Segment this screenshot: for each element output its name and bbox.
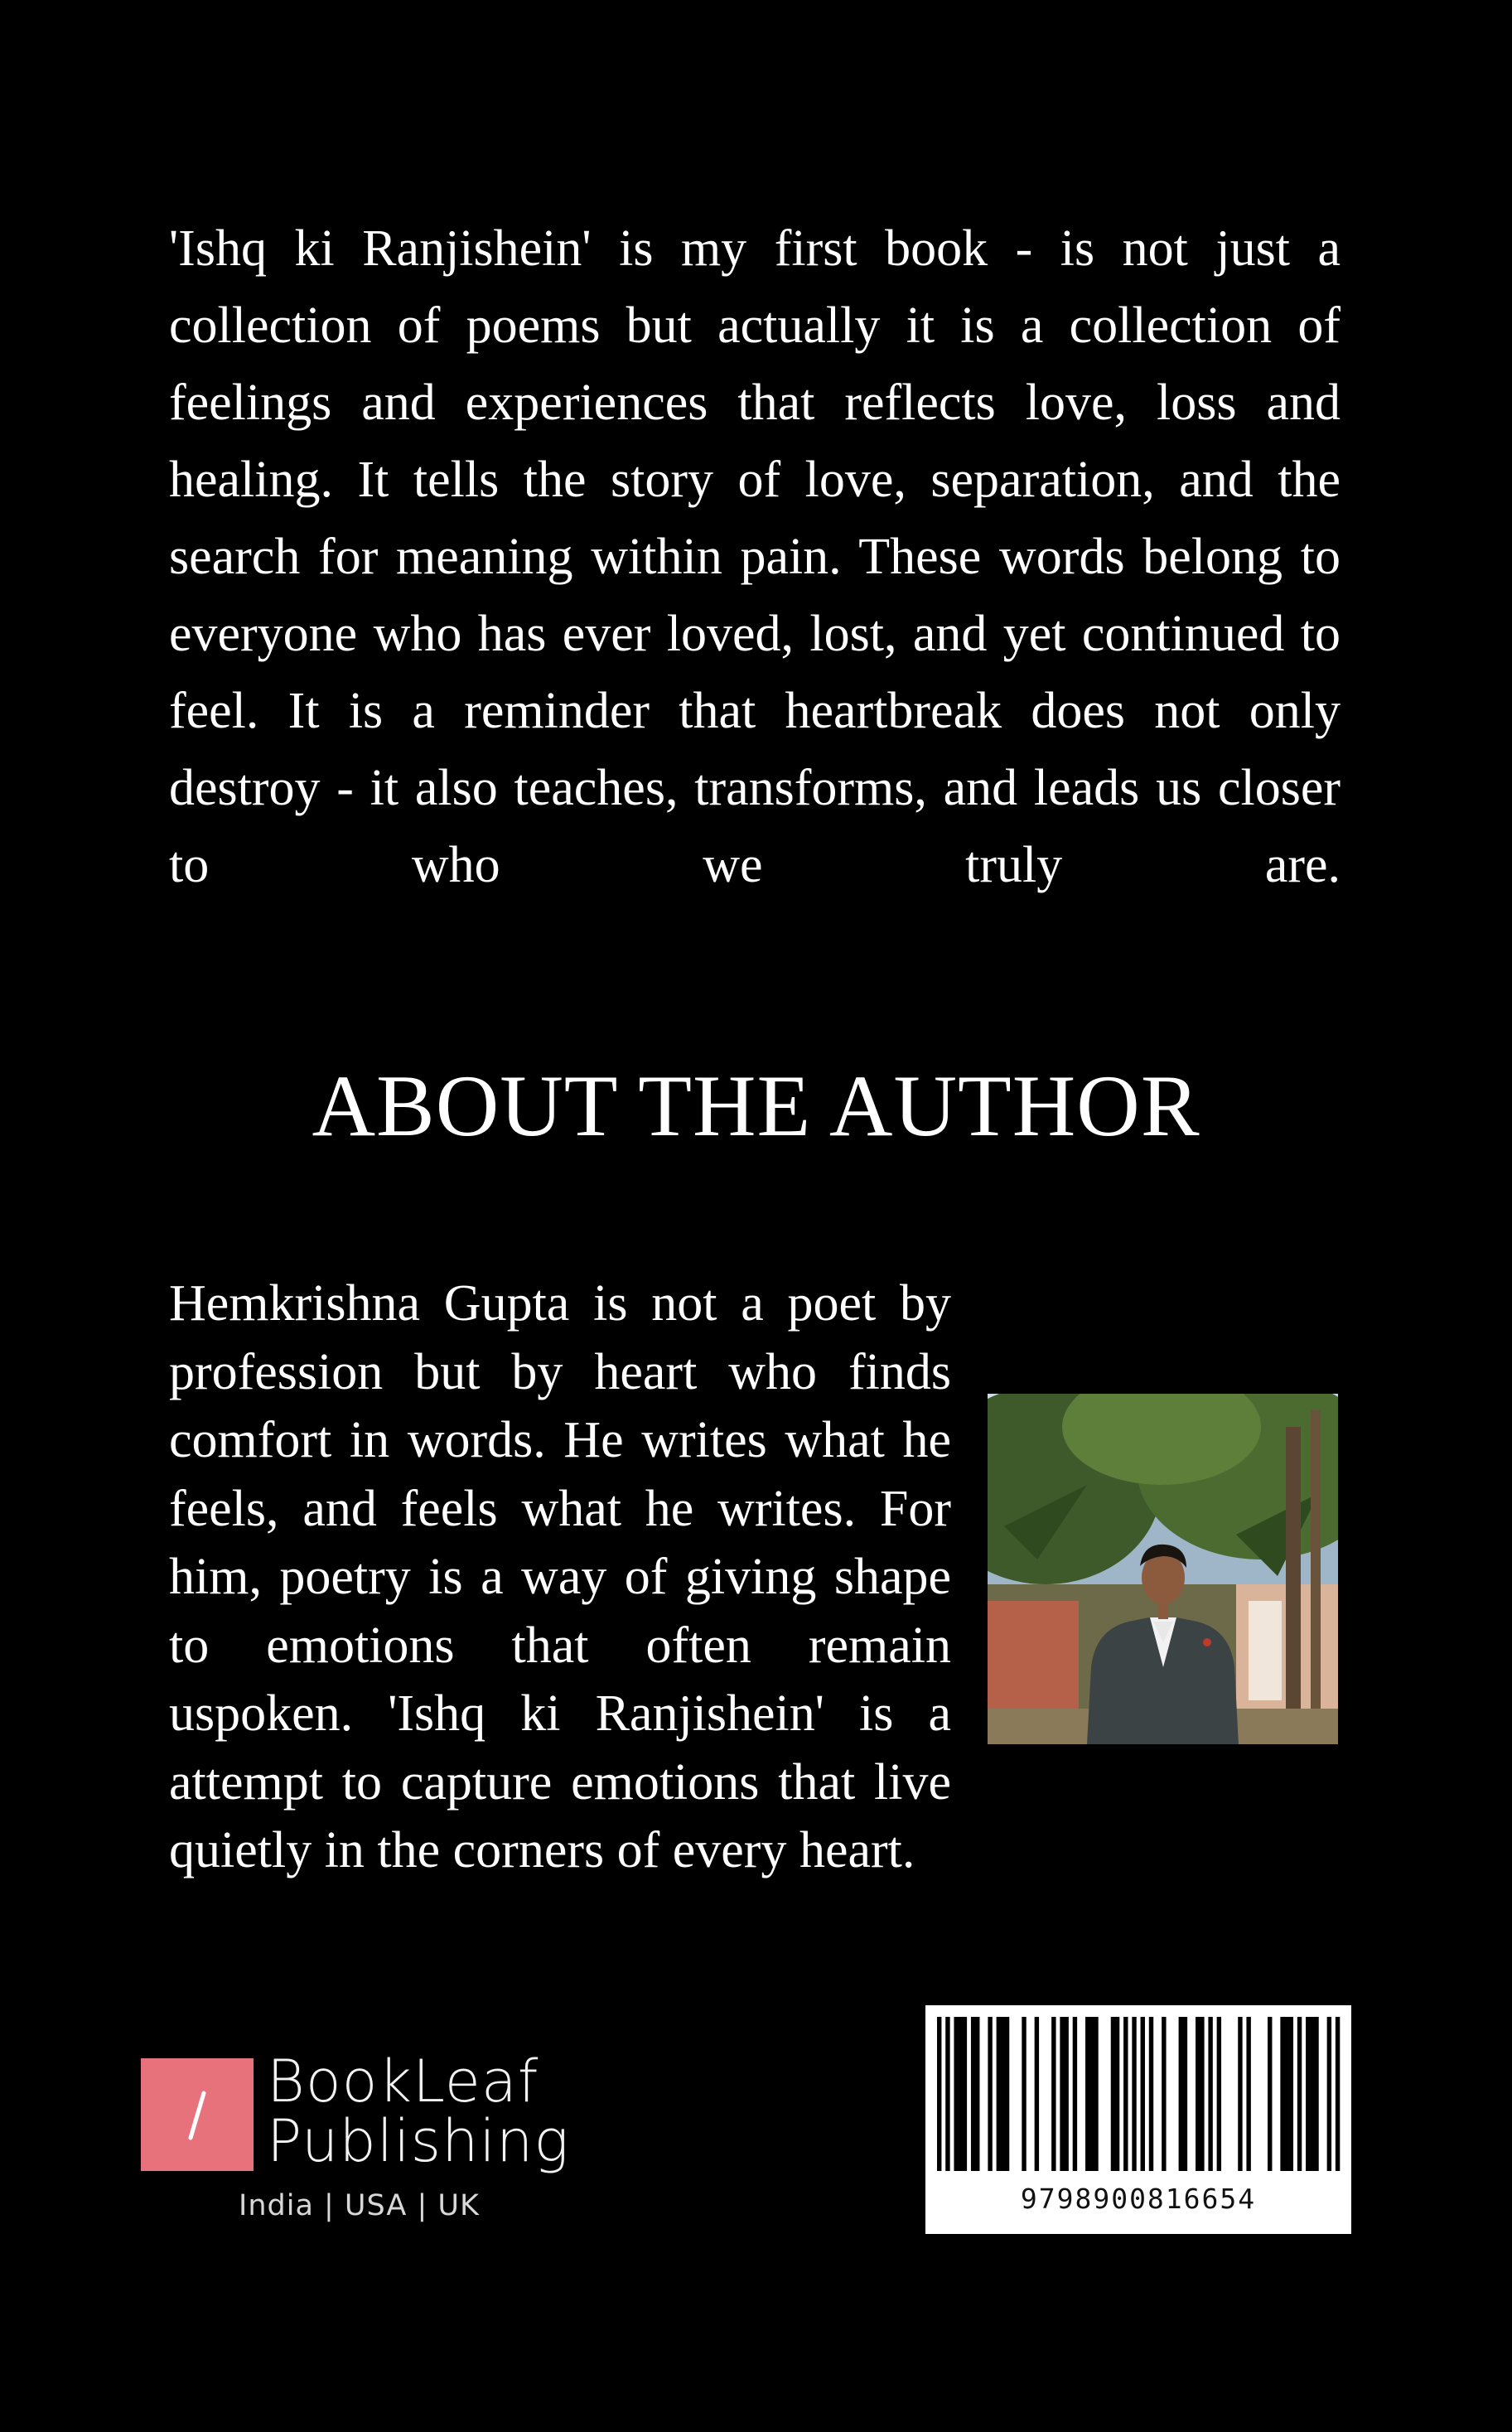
barcode-bar (1035, 2017, 1039, 2171)
barcode-bar (1060, 2017, 1064, 2171)
barcode-bar (1289, 2017, 1293, 2171)
barcode-bar (937, 2017, 941, 2171)
barcode-bar (1268, 2017, 1272, 2171)
barcode-bar (1306, 2017, 1310, 2171)
barcode-bar (1073, 2017, 1077, 2171)
barcode-bar (1051, 2017, 1056, 2171)
barcode-bar (975, 2017, 979, 2171)
barcode-bar (971, 2017, 975, 2171)
barcode-bar (1022, 2017, 1026, 2171)
barcode-bar (1162, 2017, 1166, 2171)
barcode-bar (997, 2017, 1001, 2171)
barcode-bar (1280, 2017, 1284, 2171)
barcode-bar (1094, 2017, 1098, 2171)
barcode-bar (1246, 2017, 1250, 2171)
back-cover-blurb: 'Ishq ki Ranjishein' is my first book - is not just a collection of poems but actually it is a collection of feelings and experiences that reflects love, loss and healing. It tells the story of love, separation, and the search for meaning within pain. These words belong to everyone who has ever loved, lost, and yet continued to feel. It is a reminder that heartbreak does not only destroy - it also teaches, transforms, and leads us closer to who we truly are. (169, 220, 1341, 893)
barcode-bar (1196, 2017, 1200, 2171)
barcode-bar (1284, 2017, 1288, 2171)
barcode-bar (1115, 2017, 1119, 2171)
publisher-name (267, 2048, 570, 2175)
barcode-bar (1200, 2017, 1204, 2171)
barcode-bar (1310, 2017, 1314, 2171)
slash-icon (141, 2058, 254, 2171)
author-photo (988, 1394, 1338, 1744)
barcode-bar (1132, 2017, 1136, 2171)
barcode-bar (1208, 2017, 1212, 2171)
barcode-bar (1141, 2017, 1145, 2171)
barcode-bar (1314, 2017, 1318, 2171)
barcode-number: 9798900816654 (1020, 2183, 1257, 2215)
barcode-bar (1111, 2017, 1115, 2171)
barcode-bar (954, 2017, 958, 2171)
barcode-bar (963, 2017, 967, 2171)
barcode-bar (1183, 2017, 1187, 2171)
barcode-bar (1001, 2017, 1005, 2171)
barcode-bar (945, 2017, 949, 2171)
barcode-bar (1089, 2017, 1094, 2171)
publisher-regions: India | USA | UK (239, 2189, 480, 2222)
barcode-bar (1005, 2017, 1009, 2171)
publisher-name-line2: Publishing (267, 2107, 570, 2175)
barcode-bars (925, 2005, 1351, 2183)
publisher-name-line1: BookLeaf (267, 2048, 539, 2115)
author-bio: Hemkrishna Gupta is not a poet by profession but by heart who finds comfort in words. He writes what he feels, and feels what he writes. For him, poetry is a way of giving shape to emotions that often remain uspoken. 'Ishq ki Ranjishein' is a attempt to capture emotions that live quietly in the corners of every heart. (169, 1275, 951, 1878)
isbn-barcode (925, 2005, 1351, 2234)
barcode-bar (1217, 2017, 1221, 2171)
barcode-bar (1238, 2017, 1242, 2171)
barcode-bar (1327, 2017, 1331, 2171)
barcode-bar (1179, 2017, 1183, 2171)
barcode-bar (988, 2017, 992, 2171)
barcode-bar (1123, 2017, 1128, 2171)
about-author-heading: ABOUT THE AUTHOR (312, 1057, 1200, 1154)
barcode-bar (1149, 2017, 1153, 2171)
publisher-logo (141, 2048, 572, 2234)
barcode-bar (1336, 2017, 1340, 2171)
barcode-bar (1297, 2017, 1302, 2171)
barcode-bar (1064, 2017, 1068, 2171)
barcode-bar (959, 2017, 963, 2171)
barcode-bar (1085, 2017, 1089, 2171)
